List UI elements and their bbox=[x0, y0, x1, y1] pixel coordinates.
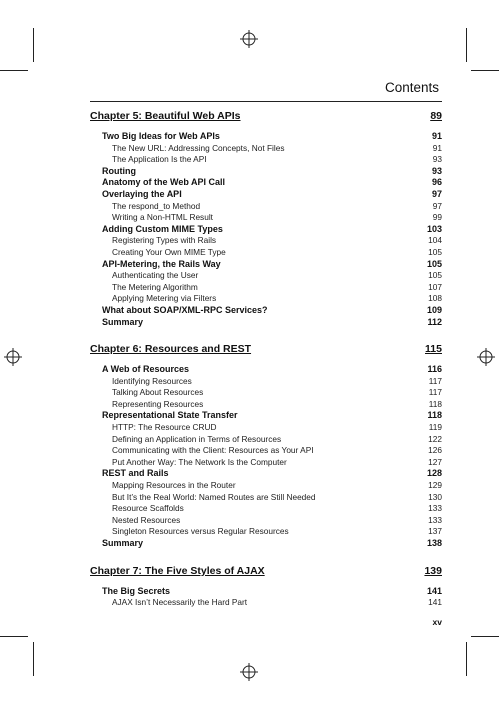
toc-subsection-page: 93 bbox=[432, 154, 442, 165]
toc-subsection[interactable] bbox=[90, 247, 442, 259]
toc-section[interactable] bbox=[90, 189, 442, 201]
toc-subsection-page: 105 bbox=[428, 270, 442, 281]
toc-section[interactable] bbox=[90, 468, 442, 480]
registration-mark-icon bbox=[477, 348, 495, 366]
toc-section[interactable] bbox=[90, 177, 442, 189]
toc-section-page: 96 bbox=[431, 177, 442, 188]
toc-subsection-title: Resource Scaffolds bbox=[112, 503, 184, 514]
toc-subsection-page: 130 bbox=[428, 491, 442, 502]
toc-section[interactable] bbox=[90, 586, 442, 598]
toc-subsection-title: AJAX Isn’t Necessarily the Hard Part bbox=[112, 597, 248, 608]
toc-section-title: API-Metering, the Rails Way bbox=[102, 258, 221, 269]
toc-chapter[interactable] bbox=[90, 340, 442, 358]
toc-chapter[interactable] bbox=[90, 562, 442, 580]
toc-subsection-title: Defining an Application in Terms of Resources bbox=[112, 433, 282, 444]
toc-subsection[interactable] bbox=[90, 434, 442, 446]
toc-subsection-title: HTTP: The Resource CRUD bbox=[112, 422, 217, 433]
toc-section-page: 97 bbox=[431, 188, 442, 199]
toc-subsection[interactable] bbox=[90, 422, 442, 434]
toc-section-title: REST and Rails bbox=[102, 468, 169, 479]
toc-subsection-page: 129 bbox=[428, 480, 442, 491]
toc-subsection-title: Creating Your Own MIME Type bbox=[112, 246, 226, 257]
crop-mark bbox=[471, 636, 499, 637]
toc-subsection[interactable] bbox=[90, 399, 442, 411]
toc-section[interactable] bbox=[90, 224, 442, 236]
toc-section-page: 93 bbox=[431, 165, 442, 176]
toc-chapter-title: Chapter 6: Resources and REST bbox=[90, 343, 252, 356]
toc-subsection-title: Registering Types with Rails bbox=[112, 235, 217, 246]
toc-subsection[interactable] bbox=[90, 235, 442, 247]
toc-subsection[interactable] bbox=[90, 457, 442, 469]
toc-section-page: 109 bbox=[426, 304, 442, 315]
toc-subsection[interactable] bbox=[90, 503, 442, 515]
toc-chapter-page: 89 bbox=[430, 110, 442, 122]
crop-mark bbox=[33, 642, 34, 676]
toc-section[interactable] bbox=[90, 131, 442, 143]
toc-subsection-title: Communicating with the Client: Resources as Your API bbox=[112, 445, 314, 456]
toc-subsection-page: 91 bbox=[432, 142, 442, 153]
toc-subsection[interactable] bbox=[90, 515, 442, 527]
toc-subsection-page: 117 bbox=[428, 387, 442, 398]
toc-chapter-title: Chapter 7: The Five Styles of AJAX bbox=[90, 564, 265, 577]
toc-section-title: The Big Secrets bbox=[102, 585, 171, 596]
table-of-contents bbox=[90, 107, 442, 609]
toc-subsection-title: The Application Is the API bbox=[112, 154, 207, 165]
toc-section-page: 128 bbox=[426, 468, 442, 479]
toc-subsection-page: 133 bbox=[428, 514, 442, 525]
toc-subsection[interactable] bbox=[90, 293, 442, 305]
toc-section-title: Routing bbox=[102, 165, 136, 176]
toc-subsection-title: Applying Metering via Filters bbox=[112, 293, 217, 304]
toc-chapter-page: 115 bbox=[425, 343, 442, 356]
header-divider bbox=[90, 101, 442, 102]
toc-section-page: 105 bbox=[426, 258, 442, 269]
registration-mark-icon bbox=[240, 30, 258, 48]
toc-chapter[interactable] bbox=[90, 107, 442, 125]
page-number: xv bbox=[432, 617, 442, 627]
toc-subsection[interactable] bbox=[90, 597, 442, 609]
page-header-title: Contents bbox=[384, 80, 439, 95]
toc-subsection-title: Singleton Resources versus Regular Resources bbox=[112, 526, 289, 537]
toc-section-page: 116 bbox=[427, 364, 442, 375]
toc-section-page: 141 bbox=[426, 585, 442, 596]
toc-subsection-page: 104 bbox=[428, 235, 442, 246]
toc-section-title: Anatomy of the Web API Call bbox=[102, 177, 226, 188]
toc-section[interactable] bbox=[90, 259, 442, 271]
toc-subsection-title: Identifying Resources bbox=[112, 375, 192, 386]
toc-section-title: Adding Custom MIME Types bbox=[102, 223, 223, 234]
toc-subsection[interactable] bbox=[90, 492, 442, 504]
toc-subsection-page: 117 bbox=[428, 375, 442, 386]
toc-section-page: 138 bbox=[426, 538, 442, 548]
toc-section-title: A Web of Resources bbox=[102, 364, 190, 375]
toc-subsection-page: 119 bbox=[428, 422, 442, 433]
toc-subsection[interactable] bbox=[90, 376, 442, 388]
crop-mark bbox=[466, 28, 467, 62]
toc-subsection-title: Writing a Non-HTML Result bbox=[112, 212, 213, 223]
registration-mark-icon bbox=[4, 348, 22, 366]
toc-subsection-title: Authenticating the User bbox=[112, 270, 199, 281]
toc-section-page: 103 bbox=[426, 223, 442, 234]
toc-subsection-title: Mapping Resources in the Router bbox=[112, 480, 236, 491]
crop-mark bbox=[471, 70, 499, 71]
toc-subsection-page: 122 bbox=[428, 433, 442, 444]
toc-subsection-title: Talking About Resources bbox=[112, 387, 204, 398]
toc-subsection-title: But It’s the Real World: Named Routes are Still Needed bbox=[112, 491, 316, 502]
toc-subsection-page: 126 bbox=[428, 445, 442, 456]
toc-subsection-page: 133 bbox=[428, 503, 442, 514]
crop-mark bbox=[0, 636, 28, 637]
toc-subsection-page: 141 bbox=[428, 597, 442, 608]
toc-section-page: 112 bbox=[427, 316, 442, 327]
toc-subsection[interactable] bbox=[90, 143, 442, 155]
toc-chapter-page: 139 bbox=[424, 564, 442, 577]
toc-subsection-title: Representing Resources bbox=[112, 398, 204, 409]
toc-subsection[interactable] bbox=[90, 282, 442, 294]
toc-subsection-page: 137 bbox=[428, 526, 442, 537]
toc-section-page: 118 bbox=[427, 410, 442, 421]
crop-mark bbox=[33, 28, 34, 62]
toc-subsection-page: 97 bbox=[432, 200, 442, 211]
toc-section[interactable] bbox=[90, 166, 442, 178]
toc-section[interactable] bbox=[90, 410, 442, 422]
toc-subsection[interactable] bbox=[90, 270, 442, 282]
toc-subsection[interactable] bbox=[90, 154, 442, 166]
toc-subsection[interactable] bbox=[90, 526, 442, 538]
toc-section-title: Summary bbox=[102, 538, 144, 548]
toc-subsection[interactable] bbox=[90, 480, 442, 492]
toc-section-title: What about SOAP/XML-RPC Services? bbox=[102, 304, 268, 315]
toc-section[interactable] bbox=[90, 538, 442, 550]
toc-subsection-page: 105 bbox=[428, 246, 442, 257]
toc-section-title: Summary bbox=[102, 316, 144, 327]
toc-subsection[interactable] bbox=[90, 387, 442, 399]
toc-section[interactable] bbox=[90, 364, 442, 376]
toc-subsection-title: The Metering Algorithm bbox=[112, 281, 198, 292]
toc-subsection-title: Nested Resources bbox=[112, 514, 181, 525]
crop-mark bbox=[466, 642, 467, 676]
toc-subsection-page: 118 bbox=[428, 398, 442, 409]
registration-mark-icon bbox=[240, 663, 258, 681]
toc-subsection-title: The New URL: Addressing Concepts, Not Files bbox=[112, 142, 285, 153]
toc-section-page: 91 bbox=[431, 131, 442, 141]
toc-subsection-title: Put Another Way: The Network Is the Computer bbox=[112, 456, 287, 467]
toc-subsection[interactable] bbox=[90, 201, 442, 213]
toc-section[interactable] bbox=[90, 305, 442, 317]
toc-subsection[interactable] bbox=[90, 445, 442, 457]
toc-section-title: Two Big Ideas for Web APIs bbox=[102, 131, 220, 141]
toc-subsection-page: 107 bbox=[428, 281, 442, 292]
toc-chapter-title: Chapter 5: Beautiful Web APIs bbox=[90, 110, 241, 122]
toc-subsection-page: 108 bbox=[428, 293, 442, 304]
toc-section-title: Representational State Transfer bbox=[102, 410, 238, 421]
toc-section[interactable] bbox=[90, 317, 442, 329]
toc-subsection-page: 127 bbox=[428, 456, 442, 467]
toc-subsection-page: 99 bbox=[432, 212, 442, 223]
crop-mark bbox=[0, 70, 28, 71]
toc-subsection[interactable] bbox=[90, 212, 442, 224]
toc-section-title: Overlaying the API bbox=[102, 188, 182, 199]
toc-subsection-title: The respond_to Method bbox=[112, 200, 201, 211]
